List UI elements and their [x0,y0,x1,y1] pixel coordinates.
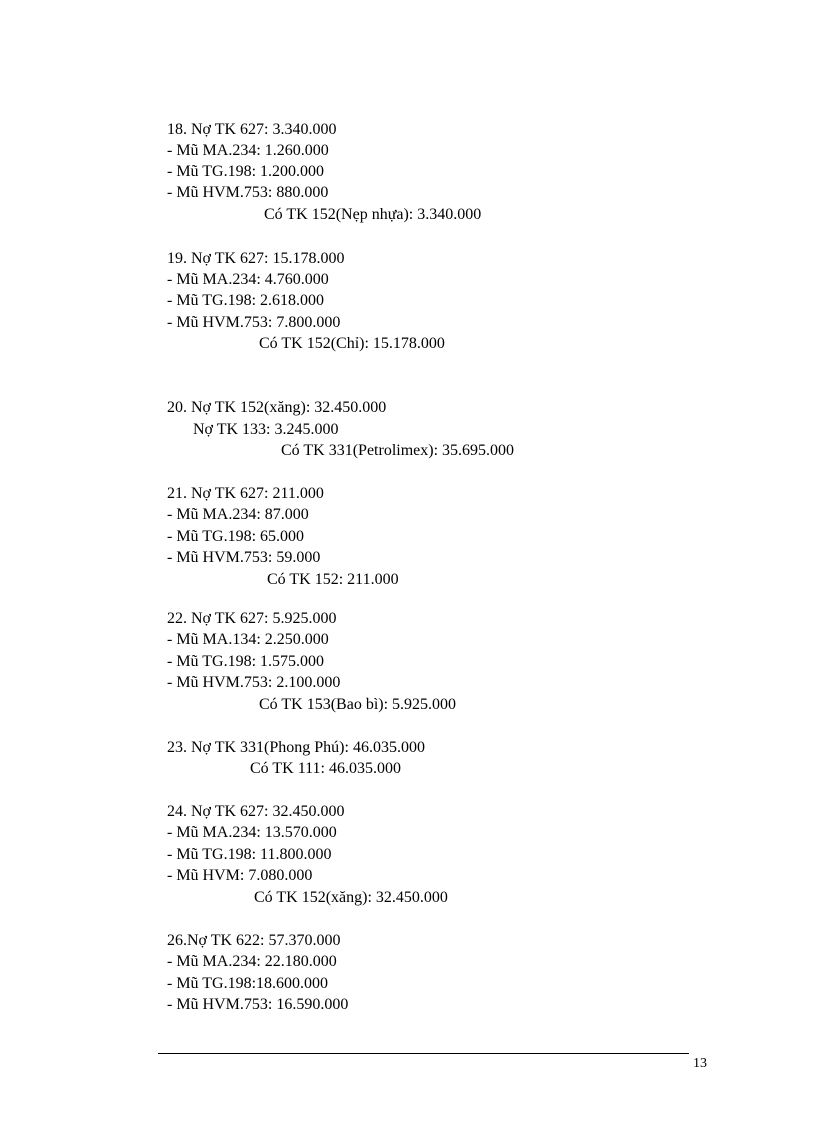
entry-24-detail: - Mũ TG.198: 11.800.000 [167,846,332,863]
entry-21-detail: - Mũ TG.198: 65.000 [167,528,305,545]
footer-rule [158,1053,689,1054]
entry-21-heading: 21. Nợ TK 627: 211.000 [167,485,324,502]
entry-18-detail: - Mũ HVM.753: 880.000 [167,184,329,201]
entry-19-credit: Có TK 152(Chỉ): 15.178.000 [259,335,445,352]
entry-24-heading: 24. Nợ TK 627: 32.450.000 [167,803,345,820]
entry-23-heading: 23. Nợ TK 331(Phong Phú): 46.035.000 [167,739,425,756]
entry-22-credit: Có TK 153(Bao bì): 5.925.000 [259,696,457,713]
entry-26-heading: 26.Nợ TK 622: 57.370.000 [167,932,341,949]
entry-18-credit: Có TK 152(Nẹp nhựa): 3.340.000 [264,206,482,223]
entry-22-heading: 22. Nợ TK 627: 5.925.000 [167,610,337,627]
entry-20-credit: Có TK 331(Petrolimex): 35.695.000 [281,442,515,459]
entry-24-detail: - Mũ HVM: 7.080.000 [167,867,313,884]
entry-20-detail: Nợ TK 133: 3.245.000 [193,421,339,438]
entry-26-detail: - Mũ MA.234: 22.180.000 [167,953,337,970]
entry-18-heading: 18. Nợ TK 627: 3.340.000 [167,121,337,138]
entry-19-heading: 19. Nợ TK 627: 15.178.000 [167,250,345,267]
entry-26-detail: - Mũ HVM.753: 16.590.000 [167,996,349,1013]
entry-19-detail: - Mũ MA.234: 4.760.000 [167,271,329,288]
entry-19-detail: - Mũ HVM.753: 7.800.000 [167,314,341,331]
page-number: 13 [693,1056,707,1071]
entry-18-detail: - Mũ MA.234: 1.260.000 [167,142,329,159]
entry-22-detail: - Mũ HVM.753: 2.100.000 [167,674,341,691]
entry-21-credit: Có TK 152: 211.000 [267,571,399,588]
entry-23-credit: Có TK 111: 46.035.000 [250,760,401,777]
entry-22-detail: - Mũ TG.198: 1.575.000 [167,653,325,670]
entry-20-heading: 20. Nợ TK 152(xăng): 32.450.000 [167,399,387,416]
entry-22-detail: - Mũ MA.134: 2.250.000 [167,631,329,648]
entry-24-credit: Có TK 152(xăng): 32.450.000 [254,889,448,906]
entry-26-detail: - Mũ TG.198:18.600.000 [167,975,329,992]
entry-24-detail: - Mũ MA.234: 13.570.000 [167,824,337,841]
entry-21-detail: - Mũ MA.234: 87.000 [167,506,309,523]
entry-18-detail: - Mũ TG.198: 1.200.000 [167,163,325,180]
entry-19-detail: - Mũ TG.198: 2.618.000 [167,292,325,309]
entry-21-detail: - Mũ HVM.753: 59.000 [167,549,321,566]
